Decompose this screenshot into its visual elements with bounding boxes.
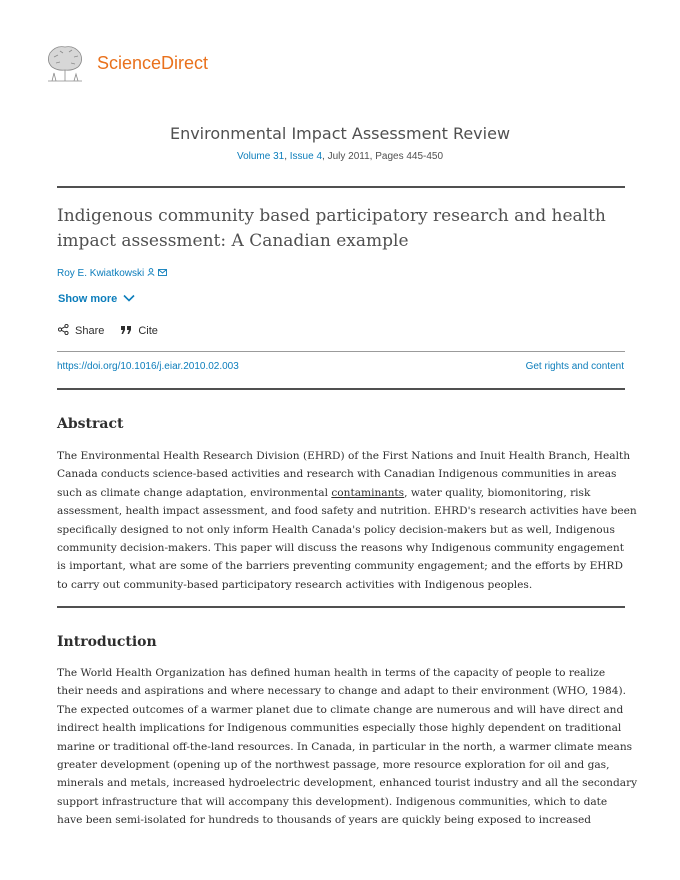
abstract-line: Canada conducts science-based activities and research with Canadian Indigenous communities in areas — [57, 468, 617, 481]
introduction-line: indirect health implications for Indigenous communities especially those highly dependent on traditional — [57, 722, 622, 735]
envelope-icon[interactable] — [158, 268, 167, 279]
abstract-line-part: such as climate change adaptation, environmental — [57, 486, 332, 499]
introduction-line: The World Health Organization has defined human health in terms of the capacity of people to realize — [57, 667, 606, 679]
chevron-down-icon — [123, 293, 135, 305]
cite-button[interactable] — [120, 324, 158, 338]
cite-label: Cite — [138, 325, 158, 337]
issue-link[interactable]: Issue 4 — [289, 151, 323, 162]
header-divider — [57, 186, 625, 188]
section-divider — [57, 606, 625, 608]
introduction-line: The expected outcomes of a warmer planet due to climate change are numerous and will have direct and — [57, 703, 624, 716]
person-icon[interactable] — [147, 268, 155, 279]
doi-divider-top — [57, 351, 625, 352]
issue-info — [0, 151, 680, 162]
journal-title[interactable]: Environmental Impact Assessment Review — [169, 124, 511, 143]
contaminants-link[interactable]: contaminants — [331, 486, 405, 499]
introduction-line: have been semi-isolated for hundreds to thousands of years are quickly being exposed to increased — [57, 814, 592, 827]
article-title: Indigenous community based participatory research and health impact assessment: A Canadian example — [57, 206, 606, 251]
abstract-line: is important, what are some of the barriers preventing community engagement; and the efforts by EHRD — [57, 560, 624, 573]
article-actions — [58, 324, 158, 338]
introduction-line: marine or traditional off-the-land resources. In Canada, in particular in the north, a warmer climate means — [57, 740, 633, 753]
author — [57, 268, 167, 279]
abstract-line-part: , water quality, biomonitoring, risk — [404, 486, 591, 499]
introduction-line: greater development (opening up of the northwest passage, more resource exploration for oil and gas, — [57, 759, 610, 772]
elsevier-tree-icon[interactable] — [44, 43, 86, 83]
doi-divider-bottom — [57, 388, 625, 390]
volume-link[interactable]: Volume 31 — [236, 151, 285, 162]
rights-link[interactable]: Get rights and content — [525, 361, 624, 372]
show-more-button[interactable] — [58, 293, 135, 305]
abstract-line: specifically designed to not only inform Health Canada's policy decision-makers but as well, Indigenous — [57, 523, 615, 536]
abstract-line: community decision-makers. This paper will discuss the reasons why Indigenous community engagement — [57, 542, 624, 555]
quote-icon — [120, 325, 132, 338]
abstract-line — [57, 484, 632, 502]
introduction-line: their needs and aspirations and where necessary to change and adapt to their environment (WHO, 1984). — [57, 685, 627, 698]
author-link[interactable]: Roy E. Kwiatkowski — [57, 268, 145, 279]
abstract-heading: Abstract — [57, 416, 124, 432]
abstract-line: to carry out community-based participatory research activities with Indigenous peoples. — [57, 578, 533, 591]
abstract-line: assessment, health impact assessment, and food safety and nutrition. EHRD's research activities have been — [57, 505, 637, 518]
introduction-text — [57, 664, 638, 830]
brand-name[interactable]: ScienceDirect — [97, 53, 209, 73]
show-more-label: Show more — [58, 293, 118, 305]
issue-details: , July 2011, Pages 445-450 — [322, 151, 444, 162]
share-button[interactable] — [58, 324, 104, 338]
issue-separator: , — [284, 151, 290, 162]
introduction-heading: Introduction — [57, 634, 157, 650]
introduction-line: support infrastructure that will accompany this development). Indigenous communities, which to date — [57, 795, 608, 808]
doi-link[interactable]: https://doi.org/10.1016/j.eiar.2010.02.003 — [57, 361, 239, 372]
abstract-line: The Environmental Health Research Division (EHRD) of the First Nations and Inuit Health Branch, Health — [57, 450, 631, 462]
share-icon — [58, 324, 69, 338]
introduction-line: minerals and metals, increased hydroelectric development, enhanced tourist industry and all the secondary — [57, 777, 638, 790]
abstract-text — [57, 447, 637, 594]
share-label: Share — [75, 325, 105, 337]
